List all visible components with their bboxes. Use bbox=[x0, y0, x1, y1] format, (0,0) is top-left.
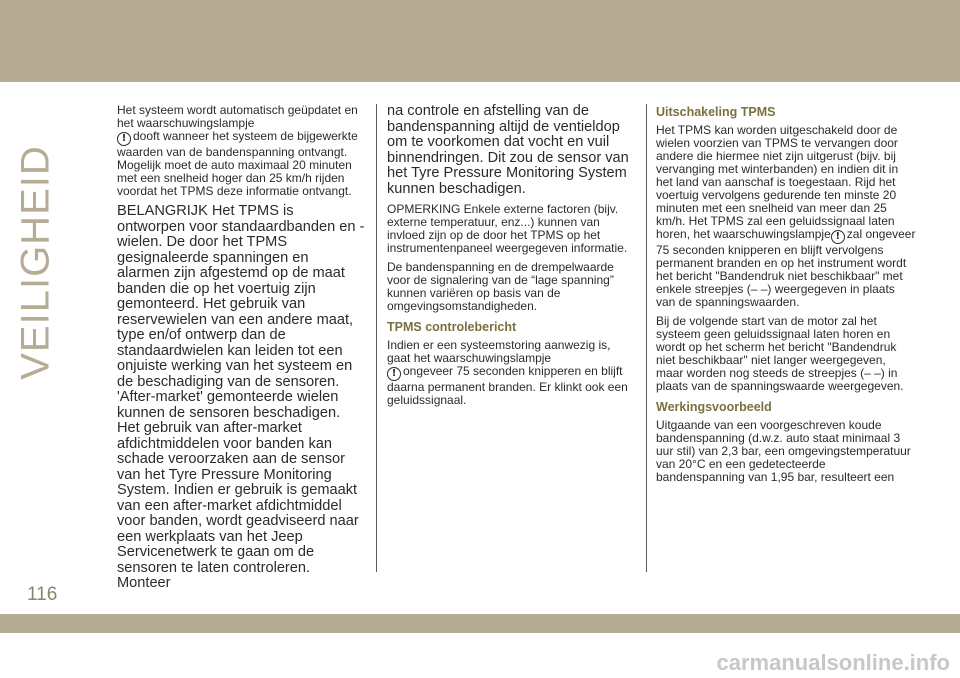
column-3 bbox=[656, 104, 916, 490]
column-divider bbox=[376, 104, 377, 572]
column-1 bbox=[117, 104, 365, 598]
tpms-warning-icon: ! bbox=[387, 367, 401, 381]
tpms-warning-icon: ! bbox=[831, 230, 845, 244]
header-band bbox=[0, 0, 960, 82]
column-2 bbox=[387, 104, 635, 413]
footer-band bbox=[0, 614, 960, 633]
paragraph: Uitgaande van een voorgeschreven koude bandenspanning (d.w.z. auto staat minimaal 3 uur stil) van 2,3 bar, een omgevingstemperatuur van 20°C en een gedetecteerde bandenspanning van 1,95 bar, resulteert een bbox=[656, 418, 911, 484]
paragraph: Het systeem wordt automatisch geüpdatet en het waarschuwingslampje ! dooft wanneer het systeem de bijgewerkte waarden van de bandenspanning ontvangt. Mogelijk moet de auto maximaal 20 minuten met een snelheid hoger dan 25 km/h rijden voordat het TPMS deze informatie ontvangt. bbox=[117, 103, 358, 198]
paragraph: Bij de volgende start van de motor zal het systeem geen geluidssignaal laten horen en wordt op het scherm het bericht "Bandendruk niet beschikbaar" niet langer weergegeven, maar worden nog steeds de streepjes (– –) in plaats van de spanningswaarde weergegeven. bbox=[656, 314, 904, 393]
paragraph: De bandenspanning en de drempelwaarde voor de signalering van de “lage spanning” kunnen variëren op basis van de omgevingsomstandigheden. bbox=[387, 260, 614, 313]
page-number: 116 bbox=[27, 584, 58, 605]
paragraph: OPMERKING Enkele externe factoren (bijv. externe temperatuur, enz...) kunnen van invloed zijn op de door het TPMS op het instrumentenpaneel weergegeven informatie. bbox=[387, 202, 628, 255]
paragraph: na controle en afstelling van de bandenspanning altijd de ventieldop om te voorkomen dat vocht en vuil binnendringen. Dit zou de sensor van het Tyre Pressure Monitoring System kunnen beschadigen. bbox=[387, 103, 629, 197]
column-divider bbox=[646, 104, 647, 572]
section-heading: TPMS controlebericht bbox=[387, 320, 517, 334]
watermark: carmanualsonline.info bbox=[716, 650, 950, 675]
paragraph: Indien er een systeemstoring aanwezig is, gaat het waarschuwingslampje ! ongeveer 75 seconden knipperen en blijft daarna permanent branden. Er klinkt ook een geluidssignaal. bbox=[387, 338, 628, 407]
tpms-warning-icon: ! bbox=[117, 132, 131, 146]
paragraph: BELANGRIJK Het TPMS is ontworpen voor standaardbanden en -wielen. De door het TPMS gesignaleerde spanningen en alarmen zijn afgestemd op de maat banden die op het voertuig zijn gemonteerd. Het gebruik van reservewielen van een andere maat, type en/of ontwerp dan de standaardwielen kan leiden tot een onjuiste werking van het systeem en de beschadiging van de sensoren. 'After-market' gemonteerde wielen kunnen de sensoren beschadigen. Het gebruik van after-market afdichtmiddelen voor banden kan schade veroorzaken aan de sensor van het Tyre Pressure Monitoring System. Indien er gebruik is gemaakt van een after-market afdichtmiddel voor banden, wordt geadviseerd naar een werkplaats van het Jeep Servicenetwerk te gaan om de sensoren te laten controleren. Monteer bbox=[117, 203, 365, 591]
paragraph: Het TPMS kan worden uitgeschakeld door de wielen voorzien van TPMS te vervangen door andere die hiermee niet zijn uitgerust (bijv. bij vervanging met winterbanden) en indien dit in het land van aanschaf is toegestaan. Rijd het voertuig vervolgens gedurende ten minste 20 minuten met een snelheid van meer dan 25 km/h. Het TPMS zal een geluidssignaal laten horen, het waarschuwingslampje ! zal ongeveer 75 seconden knipperen en blijft vervolgens permanent branden en op het instrument wordt het bericht "Bandendruk niet beschikbaar" met enkele streepjes (– –) weergegeven in plaats van de spanningswaarden. bbox=[656, 123, 916, 309]
section-heading: Uitschakeling TPMS bbox=[656, 105, 776, 119]
section-heading: Werkingsvoorbeeld bbox=[656, 400, 772, 414]
